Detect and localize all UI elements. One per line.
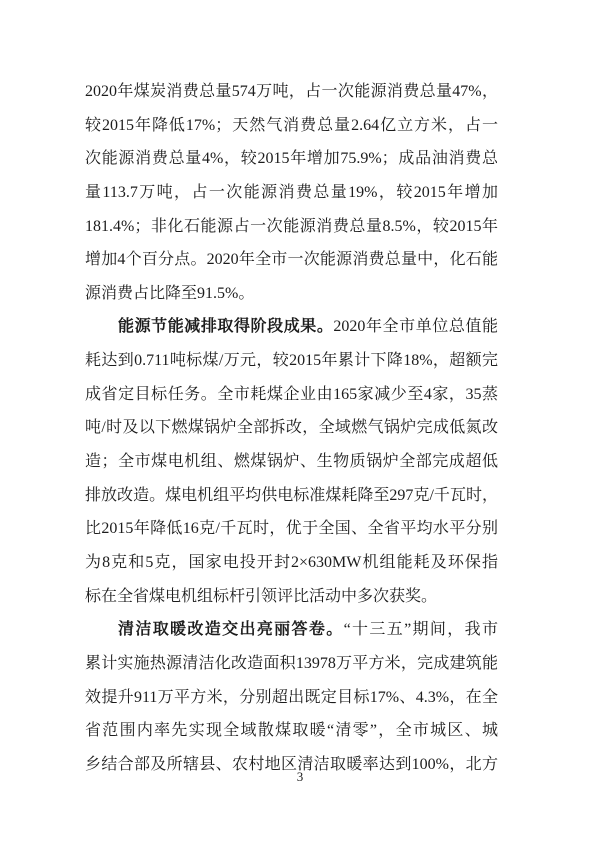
text-run: 成省定目标任务。全市耗煤企业由165家减少至4家，35蒸 xyxy=(85,385,498,403)
text-line xyxy=(85,580,498,614)
text-line xyxy=(85,109,498,143)
text-run: 增加4个百分点。2020年全市一次能源消费总量中，化石能 xyxy=(85,251,498,269)
text-run: 标在全省煤电机组标杆引领评比活动中多次获奖。 xyxy=(85,587,438,605)
text-run: 效提升911万平方米，分别超出既定目标17%、4.3%，在全 xyxy=(85,688,498,706)
text-line xyxy=(85,378,498,412)
text-run: 耗达到0.711吨标煤/万元，较2015年累计下降18%，超额完 xyxy=(85,352,498,370)
text-run: 2020年全市单位总值能 xyxy=(333,318,498,336)
text-run: “十三五”期间，我市 xyxy=(343,621,498,639)
text-run: 量113.7万吨，占一次能源消费总量19%，较2015年增加 xyxy=(85,183,498,201)
page-number: 3 xyxy=(296,769,304,784)
text-run: 为8克和5克，国家电投开封2×630MW机组能耗及环保指 xyxy=(85,553,498,571)
text-line xyxy=(85,75,498,109)
paragraph-heading-run: 能源节能减排取得阶段成果。 xyxy=(118,318,334,336)
text-line xyxy=(85,613,498,647)
text-run: 较2015年降低17%；天然气消费总量2.64亿立方米，占一 xyxy=(85,116,498,134)
text-line xyxy=(85,681,498,715)
text-run: 造；全市煤电机组、燃煤锅炉、生物质锅炉全部完成超低 xyxy=(85,453,498,471)
text-run: 乡结合部及所辖县、农村地区清洁取暖率达到100%，北方 xyxy=(85,755,498,773)
text-run: 2020年煤炭消费总量574万吨，占一次能源消费总量47%， xyxy=(85,83,498,100)
text-run: 排放改造。煤电机组平均供电标准煤耗降至297克/千瓦时， xyxy=(85,486,498,504)
text-line xyxy=(85,546,498,580)
text-run: 吨/时及以下燃煤锅炉全部拆改，全域燃气锅炉完成低氮改 xyxy=(85,419,498,437)
text-run: 累计实施热源清洁化改造面积13978万平方米，完成建筑能 xyxy=(85,654,498,672)
text-run: 省范围内率先实现全域散煤取暖“清零”，全市城区、城 xyxy=(85,722,498,740)
document-body xyxy=(85,75,498,781)
text-line xyxy=(85,277,498,311)
text-line xyxy=(85,479,498,513)
text-line xyxy=(85,445,498,479)
text-line xyxy=(85,344,498,378)
text-line xyxy=(85,310,498,344)
text-run: 源消费占比降至91.5%。 xyxy=(85,284,255,302)
text-line xyxy=(85,714,498,748)
paragraph-heading-run: 清洁取暖改造交出亮丽答卷。 xyxy=(118,621,344,639)
text-line xyxy=(85,243,498,277)
text-line xyxy=(85,411,498,445)
text-line xyxy=(85,512,498,546)
text-run: 比2015年降低16克/千瓦时，优于全国、全省平均水平分别 xyxy=(85,520,498,538)
text-line xyxy=(85,176,498,210)
text-line xyxy=(85,142,498,176)
text-run: 181.4%；非化石能源占一次能源消费总量8.5%，较2015年 xyxy=(85,217,498,235)
text-line xyxy=(85,647,498,681)
text-run: 次能源消费总量4%，较2015年增加75.9%；成品油消费总 xyxy=(85,150,498,168)
text-line xyxy=(85,210,498,244)
